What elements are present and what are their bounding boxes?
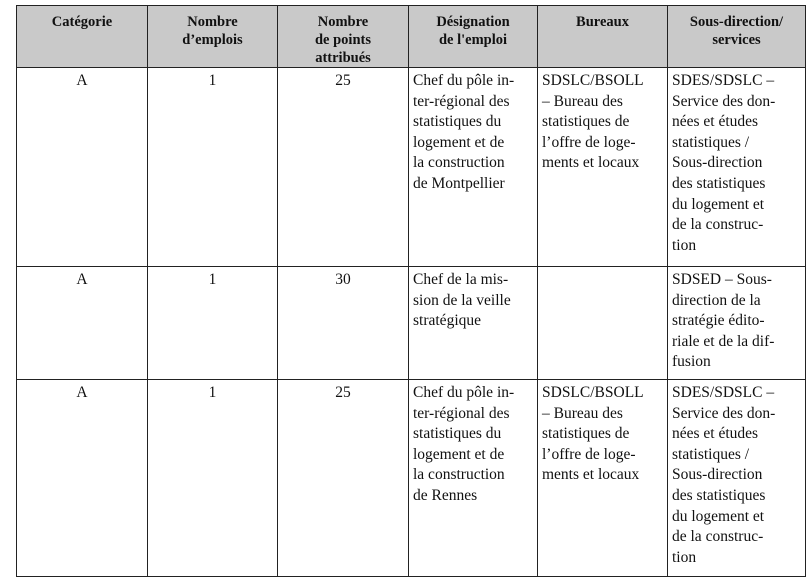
header-designation: Désignation de l'emploi [409, 6, 538, 68]
cell-nombre-emplois: 1 [148, 68, 278, 267]
cell-bureaux: SDSLC/BSOLL – Bureau des statistiques de l’offre de loge- ments et locaux [538, 380, 668, 577]
cell-sous-direction: SDES/SDSLC – Service des don- nées et études statistiques / Sous-direction des statistiques du logement et de la construc- tion [668, 380, 806, 577]
table-row [17, 68, 806, 267]
header-nombre-points: Nombre de points attribués [278, 6, 409, 68]
cell-points: 25 [278, 68, 409, 267]
cell-bureaux: SDSLC/BSOLL – Bureau des statistiques de l’offre de loge- ments et locaux [538, 68, 668, 267]
cell-categorie: A [17, 380, 148, 577]
table-row [17, 380, 806, 577]
table-header-row [17, 6, 806, 68]
cell-points: 30 [278, 267, 409, 380]
header-sous-direction: Sous-direction/ services [668, 6, 806, 68]
header-categorie: Catégorie [17, 6, 148, 68]
header-nombre-emplois: Nombre d’emplois [148, 6, 278, 68]
cell-points: 25 [278, 380, 409, 577]
cell-sous-direction: SDES/SDSLC – Service des don- nées et études statistiques / Sous-direction des statistiques du logement et de la construc- tion [668, 68, 806, 267]
cell-bureaux [538, 267, 668, 380]
cell-nombre-emplois: 1 [148, 380, 278, 577]
header-bureaux: Bureaux [538, 6, 668, 68]
cell-categorie: A [17, 68, 148, 267]
table-row [17, 267, 806, 380]
emplois-table [16, 5, 806, 577]
cell-designation: Chef de la mis- sion de la veille stratégique [409, 267, 538, 380]
cell-designation: Chef du pôle in- ter-régional des statistiques du logement et de la construction de Rennes [409, 380, 538, 577]
cell-sous-direction: SDSED – Sous- direction de la stratégie édito- riale et de la dif- fusion [668, 267, 806, 380]
cell-nombre-emplois: 1 [148, 267, 278, 380]
cell-categorie: A [17, 267, 148, 380]
cell-designation: Chef du pôle in- ter-régional des statistiques du logement et de la construction de Montpellier [409, 68, 538, 267]
